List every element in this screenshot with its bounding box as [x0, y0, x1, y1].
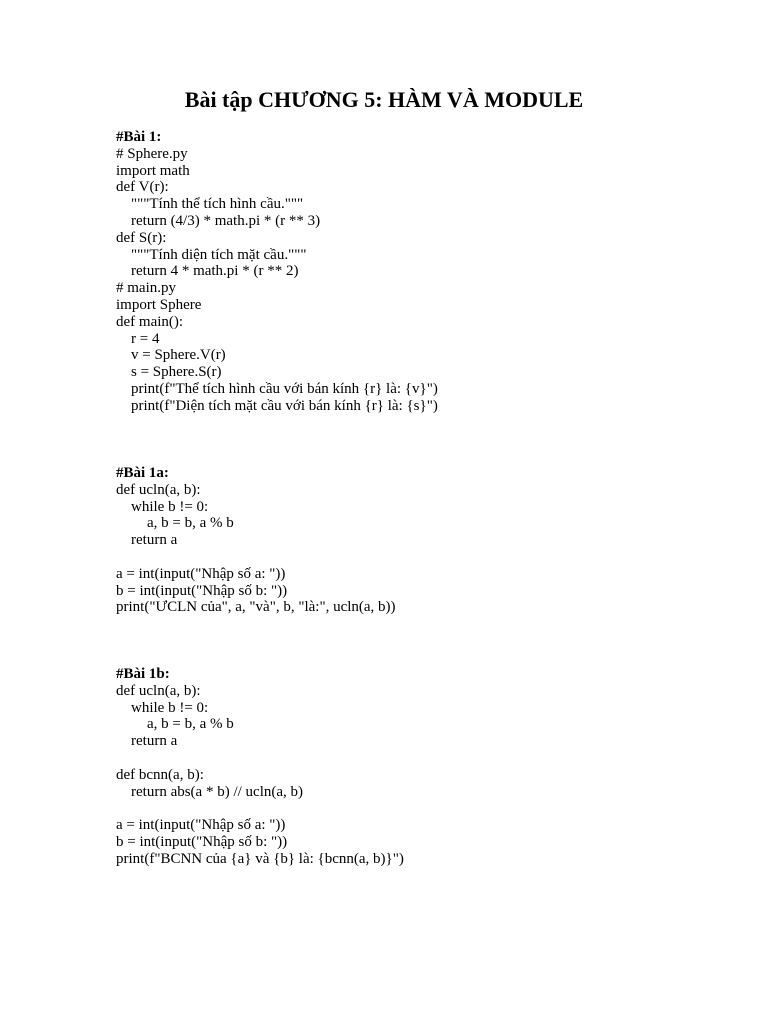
code-line: while b != 0: — [131, 498, 209, 515]
exercise-section-1b — [116, 666, 404, 868]
code-line: # main.py — [116, 280, 176, 297]
exercise-heading: #Bài 1: — [116, 129, 162, 145]
code-line: return a — [131, 532, 178, 549]
code-line: return (4/3) * math.pi * (r ** 3) — [131, 212, 321, 229]
code-line: print(f"Diện tích mặt cầu với bán kính {r} là: {s}") — [131, 397, 438, 414]
code-line: while b != 0: — [131, 699, 209, 716]
code-line: return a — [131, 733, 178, 750]
exercise-heading: #Bài 1a: — [116, 465, 169, 481]
exercise-section-1a — [116, 465, 396, 616]
code-line: s = Sphere.S(r) — [131, 364, 222, 381]
code-line: def ucln(a, b): — [116, 682, 201, 699]
code-line: print(f"Thể tích hình cầu với bán kính {r} là: {v}") — [131, 380, 438, 397]
code-line: import Sphere — [116, 296, 202, 313]
code-line: def bcnn(a, b): — [116, 766, 204, 783]
blank-line — [116, 549, 396, 566]
code-line: print("ƯCLN của", a, "và", b, "là:", ucln(a, b)) — [116, 599, 396, 616]
code-line: r = 4 — [131, 330, 160, 347]
code-line: def main(): — [116, 313, 184, 330]
code-line: a = int(input("Nhập số a: ")) — [116, 817, 286, 834]
blank-line — [116, 800, 404, 817]
code-line: return abs(a * b) // ucln(a, b) — [131, 783, 304, 800]
document-title: Bài tập CHƯƠNG 5: HÀM VÀ MODULE — [184, 87, 584, 112]
code-line: # Sphere.py — [116, 145, 188, 162]
code-line: a, b = b, a % b — [147, 515, 234, 532]
code-line: """Tính thể tích hình cầu.""" — [131, 196, 304, 213]
code-line: a = int(input("Nhập số a: ")) — [116, 565, 286, 582]
exercise-heading: #Bài 1b: — [116, 666, 170, 682]
exercise-section-1 — [116, 129, 438, 415]
code-line: v = Sphere.V(r) — [131, 347, 226, 364]
code-line: import math — [116, 162, 190, 179]
code-line: def S(r): — [116, 229, 167, 246]
blank-line — [116, 750, 404, 767]
code-line: return 4 * math.pi * (r ** 2) — [131, 263, 299, 280]
code-line: b = int(input("Nhập số b: ")) — [116, 582, 288, 599]
code-line: def ucln(a, b): — [116, 481, 201, 498]
code-line: b = int(input("Nhập số b: ")) — [116, 833, 288, 850]
code-line: def V(r): — [116, 179, 169, 196]
code-line: print(f"BCNN của {a} và {b} là: {bcnn(a, b)}") — [116, 850, 404, 867]
code-line: """Tính diện tích mặt cầu.""" — [131, 246, 307, 263]
code-line: a, b = b, a % b — [147, 716, 234, 733]
